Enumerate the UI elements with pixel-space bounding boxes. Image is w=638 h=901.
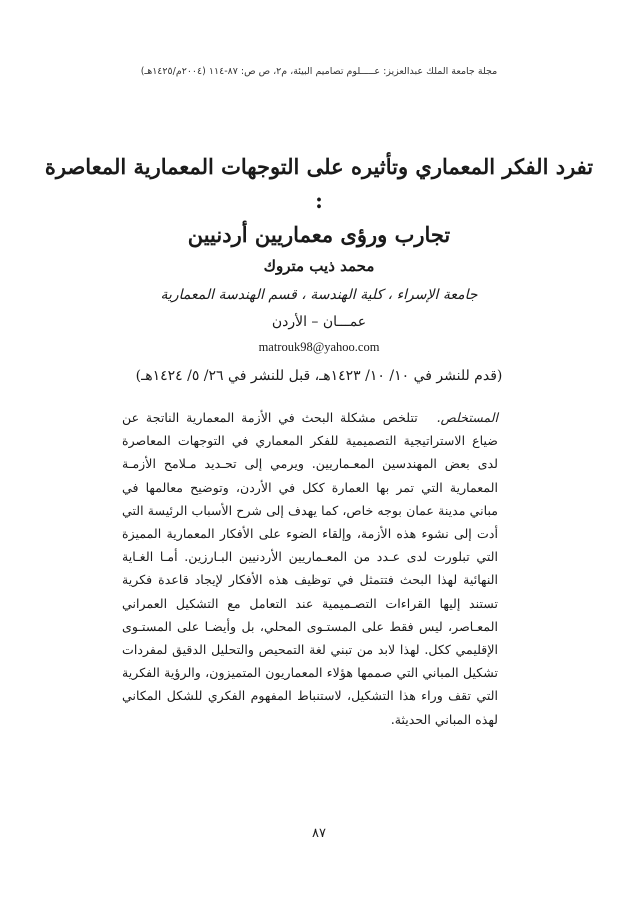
running-header: مجلة جامعة الملك عبدالعزيز: عـــــلوم تصاميم البيئة، م٢، ص ص: ٨٧-١١٤ (٢٠٠٤م/١٤٢٥هـ) — [140, 66, 498, 77]
title-line-2: تجارب ورؤى معماريين أردنيين — [187, 222, 451, 247]
abstract — [122, 406, 498, 731]
article-title — [40, 150, 598, 252]
abstract-label: المستخلص. — [436, 410, 498, 425]
author-name: محمد ذيب متروك — [263, 257, 375, 275]
author-email[interactable]: matrouk98@yahoo.com — [258, 340, 380, 354]
author-affiliation: جامعة الإسراء ، كلية الهندسة ، قسم الهندسة المعمارية — [160, 287, 478, 303]
title-line-1: تفرد الفكر المعماري وتأثيره على التوجهات المعمارية المعاصرة : — [44, 154, 594, 213]
submission-dates: (قدم للنشر في ١٠/ ١٠/ ١٤٢٣هـ، قبل للنشر في ٢٦/ ٥/ ١٤٢٤هـ) — [135, 368, 503, 384]
page-number: ٨٧ — [312, 826, 326, 841]
author-location: عمـــان – الأردن — [271, 314, 367, 330]
abstract-text: تتلخص مشكلة البحث في الأزمة المعمارية الناتجة عن ضياع الاستراتيجية التصميمية للفكر المعماري في التوجهات المعاصرة لدى بعض المهندسين المعـماريين. ويرمي إلى تحـديد مـلامح الأزمـة المعمارية التي تمر بها العمارة ككل في الأردن، وتوضيح معالمها في مباني مدينة عمان بوجه خاص، كما يهدف إلى شرح الأسباب الرئيسة التي أدت إلى نشوء هذه الأزمة، وإلقاء الضوء على الأفكار المعمارية المميزة التي تبلورت لدى عـدد من المعـماريين الأردنيين البـارزين. أمـا الغـاية النهائية لهذا البحث فتتمثل في توظيف هذه الأفكار لإيجاد قاعدة فكرية تستند إليها القراءات التصـميمية عند التعامل مع التشكيل العمراني المعـاصر، ليس فقط على المستـوى المحلي، بل وأيضـا على المستـوى الإقليمي ككل. لهذا لابد من تبني لغة التمحيص والتحليل الدقيق لمفردات تشكيل المباني التي صممها هؤلاء المعماريون المتميزون، والرؤية الفكرية التي تقف وراء هذا التشكيل، لاستنباط المفهوم الفكري للشكل المكاني لهذه المباني الحديثة. — [122, 410, 498, 727]
